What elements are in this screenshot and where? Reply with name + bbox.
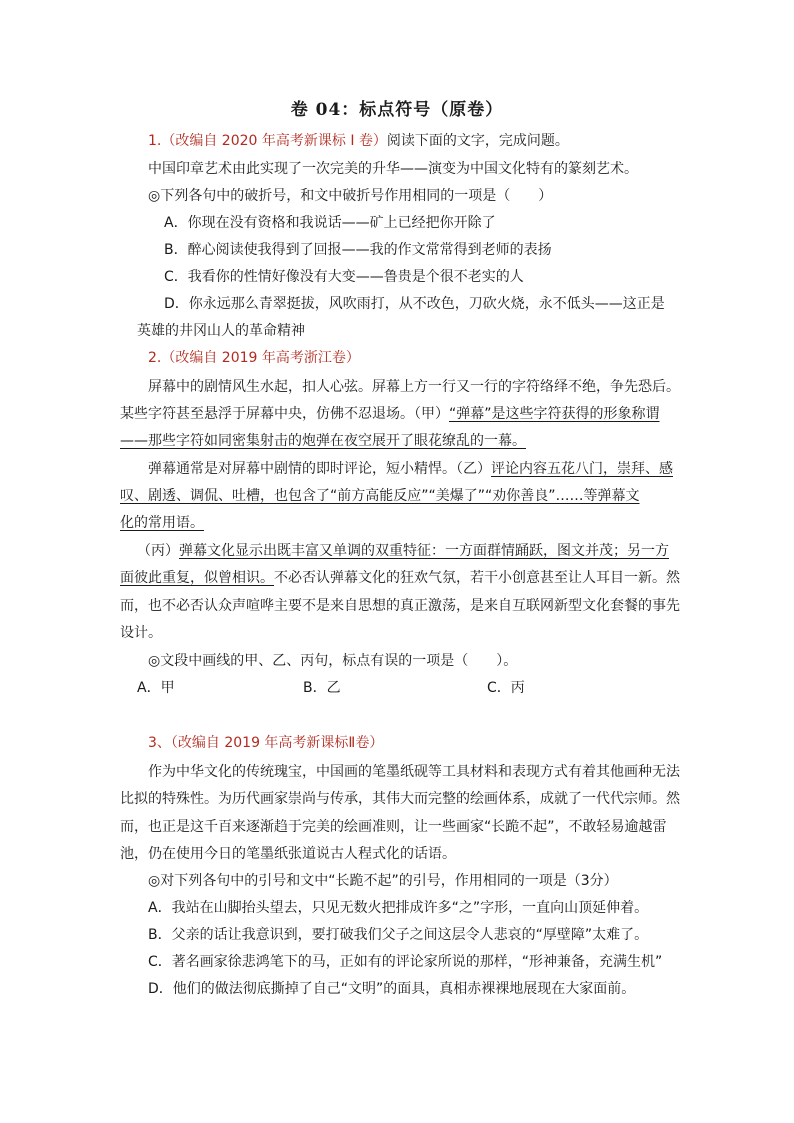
q1-option-d: D．你永远那么青翠挺拔，风吹雨打，从不改色，刀砍火烧，永不低头——这正是 (164, 296, 665, 312)
q2-sentence-jia: “弹幕”是这些字符获得的形象称谓 (449, 406, 660, 422)
q2-option-c: C．丙 (487, 680, 525, 696)
q1-option-d-continued: 英雄的井冈山人的革命精神 (137, 323, 305, 339)
q2-sentence-yi-cont2: 化的常用语。 (120, 515, 204, 531)
q1-header (148, 131, 569, 151)
q3-option-c: C．著名画家徐悲鸿笔下的马，正如有的评论家所说的那样，“形神兼备，充满生机” (148, 954, 663, 970)
q1-option-b: B．醉心阅读使我得到了回报——我的作文常常得到老师的表扬 (164, 242, 552, 258)
q2-para2-line1-text: 弹幕通常是对屏幕中剧情的即时评论，短小精悍。（乙） (148, 461, 491, 477)
q2-sentence-jia-cont: ——那些字符如同密集射击的炮弹在夜空展开了眼花缭乱的一幕。 (120, 433, 526, 449)
q2-sentence-bing: 弹幕文化显示出既丰富又单调的双重特征：一方面群情踊跃，图文并茂；另一方 (179, 543, 669, 559)
q2-source: 2.（改编自 2019 年高考浙江卷） (148, 350, 360, 366)
page-title: 卷 04：标点符号（原卷） (290, 100, 504, 120)
q2-para1-line2-text: 某些字符甚至悬浮于屏幕中央，仿佛不忍退场。（甲） (120, 406, 449, 422)
q3-option-d: D．他们的做法彻底撕掉了自己“文明”的面具，真相赤裸裸地展现在大家面前。 (148, 981, 636, 997)
q3-question: ◎对下列各句中的引号和文中“长跪不起”的引号，作用相同的一项是（3分） (148, 873, 618, 889)
q3-line2: 比拟的特殊性。为历代画家崇尚与传承，其伟大而完整的绘画体系，成就了一代代宗师。然 (120, 791, 680, 807)
q3-source: 3、（改编自 2019 年高考新课标Ⅱ卷） (148, 735, 384, 751)
q1-option-a: A．你现在没有资格和我说话——矿上已经把你开除了 (164, 215, 496, 231)
q2-para3-line1 (137, 541, 669, 561)
q2-label-bing: （丙） (137, 543, 179, 559)
q2-para3-line4: 设计。 (120, 625, 162, 641)
q2-sentence-yi-cont1: 叹、剧透、调侃、吐槽，也包含了“前方高能反应”“美爆了”“劝你善良”……等弹幕文 (120, 488, 640, 504)
q2-para2-line1 (148, 459, 673, 479)
q2-option-a: A．甲 (137, 680, 175, 696)
q2-para1-line2 (120, 404, 660, 424)
q3-line1: 作为中华文化的传统瑰宝，中国画的笔墨纸砚等工具材料和表现方式有着其他画种无法 (148, 764, 680, 780)
q1-instruction: 阅读下面的文字，完成问题。 (386, 133, 569, 149)
q2-para3-line2-text: 不必否认弹幕文化的狂欢气氛，若干小创意甚至让人耳目一新。然 (274, 570, 680, 586)
q2-para3-line3: 而，也不必否认众声喧哗主要不是来自思想的真正激荡，是来自互联网新型文化套餐的事先 (120, 598, 680, 614)
q2-para3-line2 (120, 568, 680, 588)
q2-sentence-yi: 评论内容五花八门，崇拜、感 (491, 461, 673, 477)
q3-option-a: A．我站在山脚抬头望去，只见无数火把排成许多“之”字形，一直向山顶延伸着。 (148, 900, 649, 916)
q1-option-c: C．我看你的性情好像没有大变——鲁贵是个很不老实的人 (164, 269, 524, 285)
q3-line4: 池，仍在使用今日的笔墨纸张道说古人程式化的话语。 (120, 846, 456, 862)
q3-line3: 而，也正是这千百来逐渐趋于完美的绘画准则，让一些画家“长跪不起”，不敢轻易逾越雷 (120, 819, 667, 835)
q1-question: ◎下列各句中的破折号，和文中破折号作用相同的一项是（ ） (148, 188, 553, 204)
q2-sentence-bing-cont: 面彼此重复，似曾相识。 (120, 570, 274, 586)
q2-para1-line1: 屏幕中的剧情风生水起，扣人心弦。屏幕上方一行又一行的字符络绎不绝，争先恐后。 (148, 379, 680, 395)
q3-option-b: B．父亲的话让我意识到，要打破我们父子之间这层令人悲哀的“厚壁障”太难了。 (148, 927, 649, 943)
q2-question: ◎文段中画线的甲、乙、丙句，标点有误的一项是（ ）。 (148, 653, 518, 669)
q2-option-b: B．乙 (303, 680, 341, 696)
q1-passage: 中国印章艺术由此实现了一次完美的升华——演变为中国文化特有的篆刻艺术。 (148, 161, 638, 177)
q1-source: 1.（改编自 2020 年高考新课标 I 卷） (148, 133, 387, 149)
